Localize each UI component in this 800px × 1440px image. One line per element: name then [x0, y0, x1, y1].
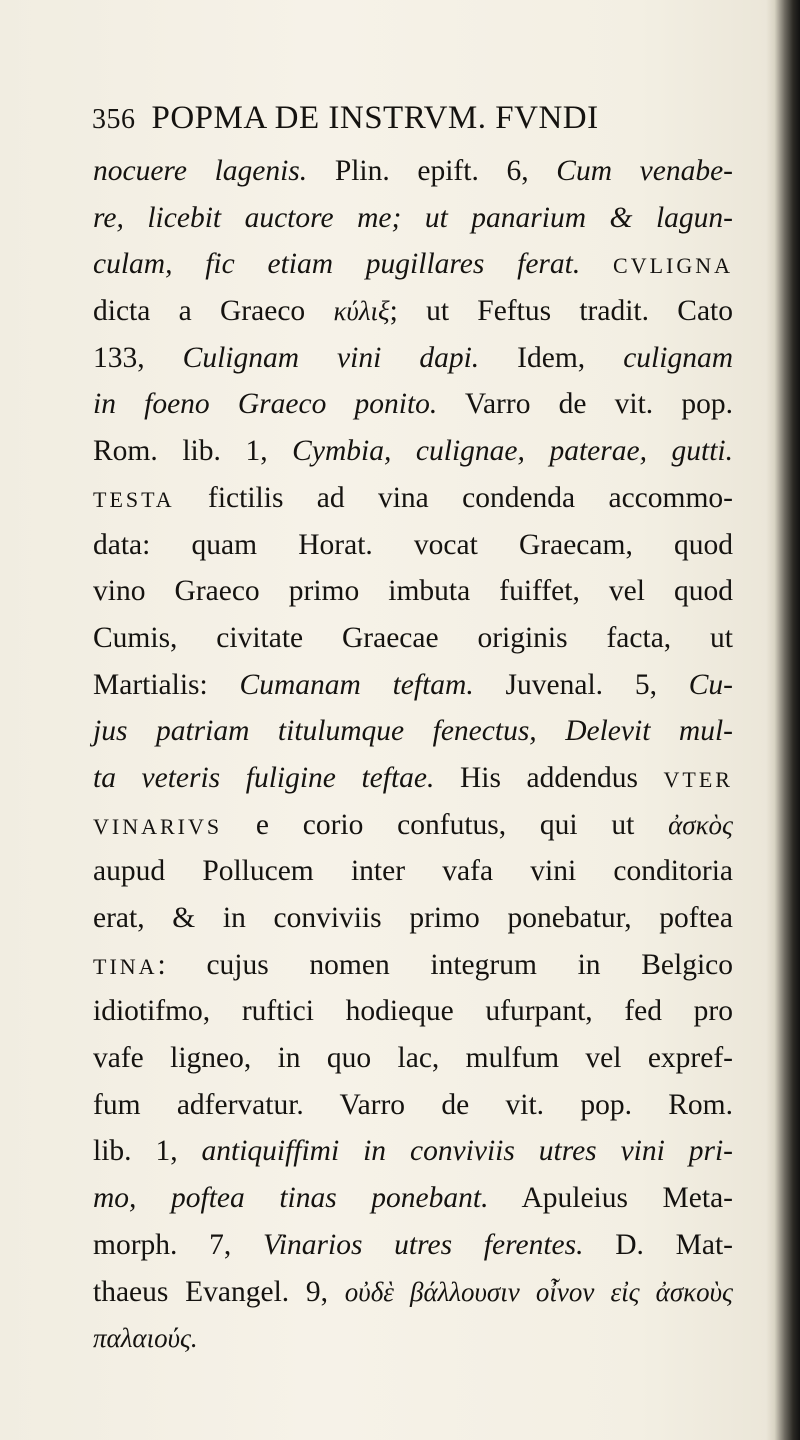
text-line — [93, 615, 733, 662]
italic-quote: jus patriam titulumque fenectus, Delevit mul- — [93, 715, 733, 748]
small-caps-term: TINA — [93, 953, 158, 979]
text-line — [93, 241, 733, 288]
text-line — [93, 568, 733, 615]
italic-quote: culam, fic etiam pugillares ferat. — [93, 248, 581, 281]
text-span: Varro de vit. pop. — [437, 388, 733, 421]
greek-text: οὐδὲ βάλλουσιν οἶνον εἰς ἀσκοὺς — [344, 1276, 733, 1307]
text-span: Plin. epift. 6, — [307, 155, 557, 187]
text-line — [93, 755, 733, 802]
text-line — [93, 662, 733, 709]
text-span: data: quam Horat. vocat Graecam, quod — [93, 528, 733, 561]
text-span: vino Graeco primo imbuta fuiffet, vel quod — [93, 575, 733, 608]
text-span: erat, & in conviviis primo ponebatur, poftea — [93, 902, 733, 934]
text-span: fum adfervatur. Varro de vit. pop. Rom. — [93, 1088, 733, 1121]
italic-quote: Cumanam teftam. — [239, 668, 474, 701]
text-span: Cumis, civitate Graecae originis facta, ut — [93, 621, 733, 654]
greek-text: ἀσκὸς — [668, 809, 733, 840]
text-span: e corio confutus, qui ut — [222, 808, 669, 841]
text-line — [93, 381, 733, 428]
italic-quote: Cu- — [688, 668, 733, 701]
text-span: : cujus nomen integrum in Belgico — [157, 948, 733, 981]
text-line — [93, 195, 733, 242]
italic-quote: culignam — [623, 341, 733, 374]
italic-quote: Culignam vini dapi. — [182, 341, 480, 374]
text-line — [93, 475, 733, 522]
text-line — [93, 1269, 733, 1316]
text-span: aupud Pollucem inter vafa vini conditoria — [93, 855, 733, 888]
text-span: Apuleius Meta- — [488, 1182, 733, 1215]
small-caps-term: TESTA — [93, 486, 175, 512]
text-line — [93, 1082, 733, 1129]
text-span: 133, — [93, 341, 183, 374]
small-caps-term: VINARIVS — [93, 813, 223, 839]
text-line — [93, 708, 733, 755]
italic-quote: re, licebit auctore me; ut panarium & lagun- — [93, 201, 733, 234]
text-span: D. Mat- — [583, 1228, 733, 1261]
italic-quote: antiquiffimi in conviviis utres vini pri- — [201, 1135, 733, 1168]
running-header — [92, 100, 732, 146]
text-line — [93, 1035, 733, 1082]
text-line — [93, 1175, 733, 1222]
text-line — [93, 848, 733, 895]
text-line — [93, 942, 733, 989]
text-line — [93, 1315, 733, 1362]
text-line — [93, 895, 733, 942]
italic-quote: Cum venabe- — [556, 155, 734, 187]
text-span: fictilis ad vina condenda accommo- — [174, 481, 733, 514]
text-line — [93, 148, 733, 195]
text-span: Juvenal. 5, — [473, 668, 689, 701]
small-caps-term: CVLIGNA — [613, 253, 734, 279]
text-span: Martialis: — [93, 668, 240, 701]
text-line — [93, 428, 733, 475]
text-span: morph. 7, — [93, 1228, 263, 1261]
text-span: lib. 1, — [93, 1135, 202, 1168]
text-line — [93, 1222, 733, 1269]
text-line — [93, 988, 733, 1035]
page-edge-shadow — [766, 0, 800, 1440]
text-line — [93, 335, 733, 382]
italic-quote: Cymbia, culignae, paterae, gutti. — [292, 435, 733, 468]
page-number: 356 — [92, 104, 136, 135]
text-span — [580, 248, 613, 280]
text-line — [93, 522, 733, 569]
italic-quote: in foeno Graeco ponito. — [93, 388, 438, 421]
running-title: POPMA DE INSTRVM. FVNDI — [151, 100, 599, 136]
italic-quote: mo, poftea tinas ponebant. — [93, 1182, 489, 1215]
text-span: His addendus — [434, 761, 664, 794]
text-span: Idem, — [479, 341, 624, 374]
italic-quote: nocuere lagenis. — [93, 155, 308, 187]
body-text — [93, 148, 733, 1362]
text-span: thaeus Evangel. 9, — [93, 1275, 345, 1308]
text-line — [93, 802, 733, 849]
greek-text: παλαιούς. — [93, 1323, 198, 1354]
italic-quote: Vinarios utres ferentes. — [263, 1228, 584, 1261]
text-span: Rom. lib. 1, — [93, 435, 293, 468]
greek-text: κύλιξ — [333, 296, 390, 327]
small-caps-term: VTER — [663, 766, 733, 792]
text-span: vafe ligneo, in quo lac, mulfum vel expref- — [93, 1042, 733, 1075]
italic-quote: ta veteris fuligine teftae. — [93, 761, 435, 794]
text-line — [93, 288, 733, 335]
text-span: ; ut Feftus tradit. Cato — [389, 295, 733, 328]
text-span: dicta a Graeco — [93, 295, 334, 328]
text-line — [93, 1128, 733, 1175]
text-span: idiotifmo, ruftici hodieque ufurpant, fed pro — [93, 995, 733, 1028]
